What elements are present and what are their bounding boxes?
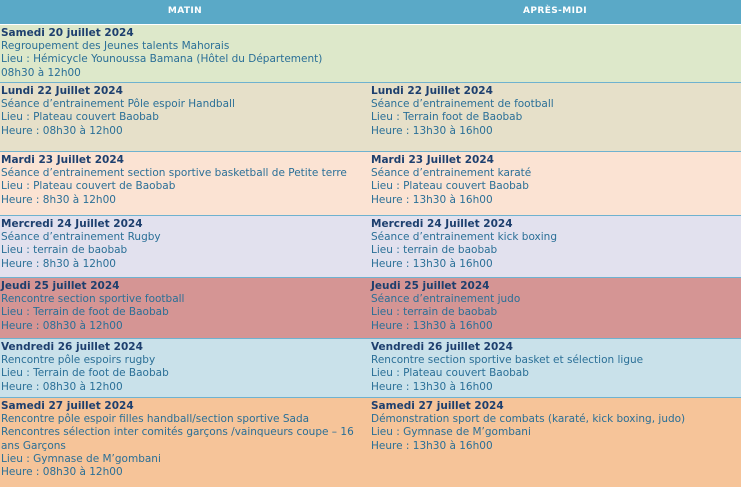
cell-line: Lieu : Plateau couvert Baobab: [371, 180, 529, 193]
cell-line: Regroupement des Jeunes talents Mahorais: [1, 40, 230, 53]
morning-cell: [0, 339, 370, 397]
cell-date: Mardi 23 Juillet 2024: [371, 154, 494, 166]
cell-line: Heure : 13h30 à 16h00: [371, 319, 493, 332]
cell-line: Heure : 13h30 à 16h00: [371, 193, 493, 206]
afternoon-cell: [370, 152, 741, 215]
cell-date: Samedi 20 juillet 2024: [1, 27, 134, 39]
cell-line: Heure : 13h30 à 16h00: [371, 380, 493, 393]
cell-line: Séance d’entrainement Pôle espoir Handball: [1, 98, 235, 111]
cell-line: Heure : 8h30 à 12h00: [1, 193, 116, 206]
cell-line: Séance d’entrainement Rugby: [1, 231, 161, 244]
cell-line: Lieu : Gymnase de M’gombani: [371, 426, 531, 439]
header-matin: MATIN: [167, 6, 203, 17]
afternoon-cell: [370, 83, 741, 151]
cell-date: Vendredi 26 juillet 2024: [371, 341, 513, 353]
cell-line: Séance d’entrainement karaté: [371, 167, 532, 180]
cell-line: Rencontre pôle espoirs rugby: [1, 354, 156, 367]
cell-date: Mardi 23 Juillet 2024: [1, 154, 124, 166]
cell-line: Rencontres sélection inter comités garçons /vainqueurs coupe – 16 ans Garçons: [1, 426, 354, 452]
cell-line: Heure : 13h30 à 16h00: [371, 257, 493, 270]
table-row: [0, 216, 741, 278]
morning-cell: [0, 152, 370, 215]
table-header: [0, 0, 741, 25]
afternoon-cell: [370, 339, 741, 397]
cell-line: Rencontre section sportive football: [1, 293, 185, 306]
cell-line: Séance d’entrainement kick boxing: [371, 231, 558, 244]
table-row: [0, 398, 741, 487]
cell-line: Heure : 08h30 à 12h00: [1, 124, 123, 137]
header-apres-midi: APRÈS-MIDI: [523, 6, 587, 17]
cell-line: Heure : 13h30 à 16h00: [371, 124, 493, 137]
morning-cell: [0, 398, 370, 487]
table-row: [0, 152, 741, 216]
afternoon-cell: [370, 216, 741, 277]
cell-line: Lieu : Plateau couvert Baobab: [1, 111, 159, 124]
cell-date: Samedi 27 juillet 2024: [371, 400, 504, 412]
afternoon-cell: [370, 398, 741, 487]
cell-line: Lieu : terrain de baobab: [371, 306, 498, 319]
cell-line: Heure : 08h30 à 12h00: [1, 319, 123, 332]
table-row: [0, 83, 741, 152]
cell-line: Séance d’entrainement section sportive basketball de Petite terre: [1, 167, 347, 180]
cell-line: Lieu : terrain de baobab: [371, 244, 498, 257]
cell-date: Vendredi 26 juillet 2024: [1, 341, 143, 353]
cell-line: Lieu : Plateau couvert de Baobab: [1, 180, 176, 193]
cell-line: Lieu : Hémicycle Younoussa Bamana (Hôtel du Département): [1, 53, 323, 66]
table-row: [0, 25, 741, 83]
table-row: [0, 278, 741, 339]
cell-line: Rencontre pôle espoir filles handball/section sportive Sada: [1, 413, 310, 426]
cell-line: Heure : 08h30 à 12h00: [1, 380, 123, 393]
cell-line: Heure : 8h30 à 12h00: [1, 257, 116, 270]
cell-line: Lieu : Terrain de foot de Baobab: [1, 367, 169, 380]
cell-line: Séance d’entrainement judo: [371, 293, 521, 306]
cell-line: Rencontre section sportive basket et sélection ligue: [371, 354, 644, 367]
table-row: [0, 339, 741, 398]
morning-cell: [0, 278, 370, 338]
cell-date: Mercredi 24 Juillet 2024: [1, 218, 143, 230]
cell-line: Lieu : Plateau couvert Baobab: [371, 367, 529, 380]
cell-line: Démonstration sport de combats (karaté, kick boxing, judo): [371, 413, 686, 426]
cell-date: Jeudi 25 juillet 2024: [1, 280, 120, 292]
cell-date: Mercredi 24 Juillet 2024: [371, 218, 513, 230]
cell-line: Heure : 08h30 à 12h00: [1, 466, 123, 479]
cell-line: 08h30 à 12h00: [1, 66, 81, 79]
cell-line: Lieu : Terrain de foot de Baobab: [1, 306, 169, 319]
cell-line: Lieu : Terrain foot de Baobab: [371, 111, 523, 124]
morning-cell: [0, 25, 741, 82]
cell-line: Lieu : Gymnase de M’gombani: [1, 452, 161, 465]
cell-line: Séance d’entrainement de football: [371, 98, 554, 111]
morning-cell: [0, 83, 370, 151]
cell-date: Lundi 22 Juillet 2024: [1, 85, 123, 97]
afternoon-cell: [370, 278, 741, 338]
cell-line: Lieu : terrain de baobab: [1, 244, 128, 257]
cell-date: Jeudi 25 juillet 2024: [371, 280, 490, 292]
cell-line: Heure : 13h30 à 16h00: [371, 439, 493, 452]
cell-date: Lundi 22 Juillet 2024: [371, 85, 493, 97]
morning-cell: [0, 216, 370, 277]
cell-date: Samedi 27 juillet 2024: [1, 400, 134, 412]
